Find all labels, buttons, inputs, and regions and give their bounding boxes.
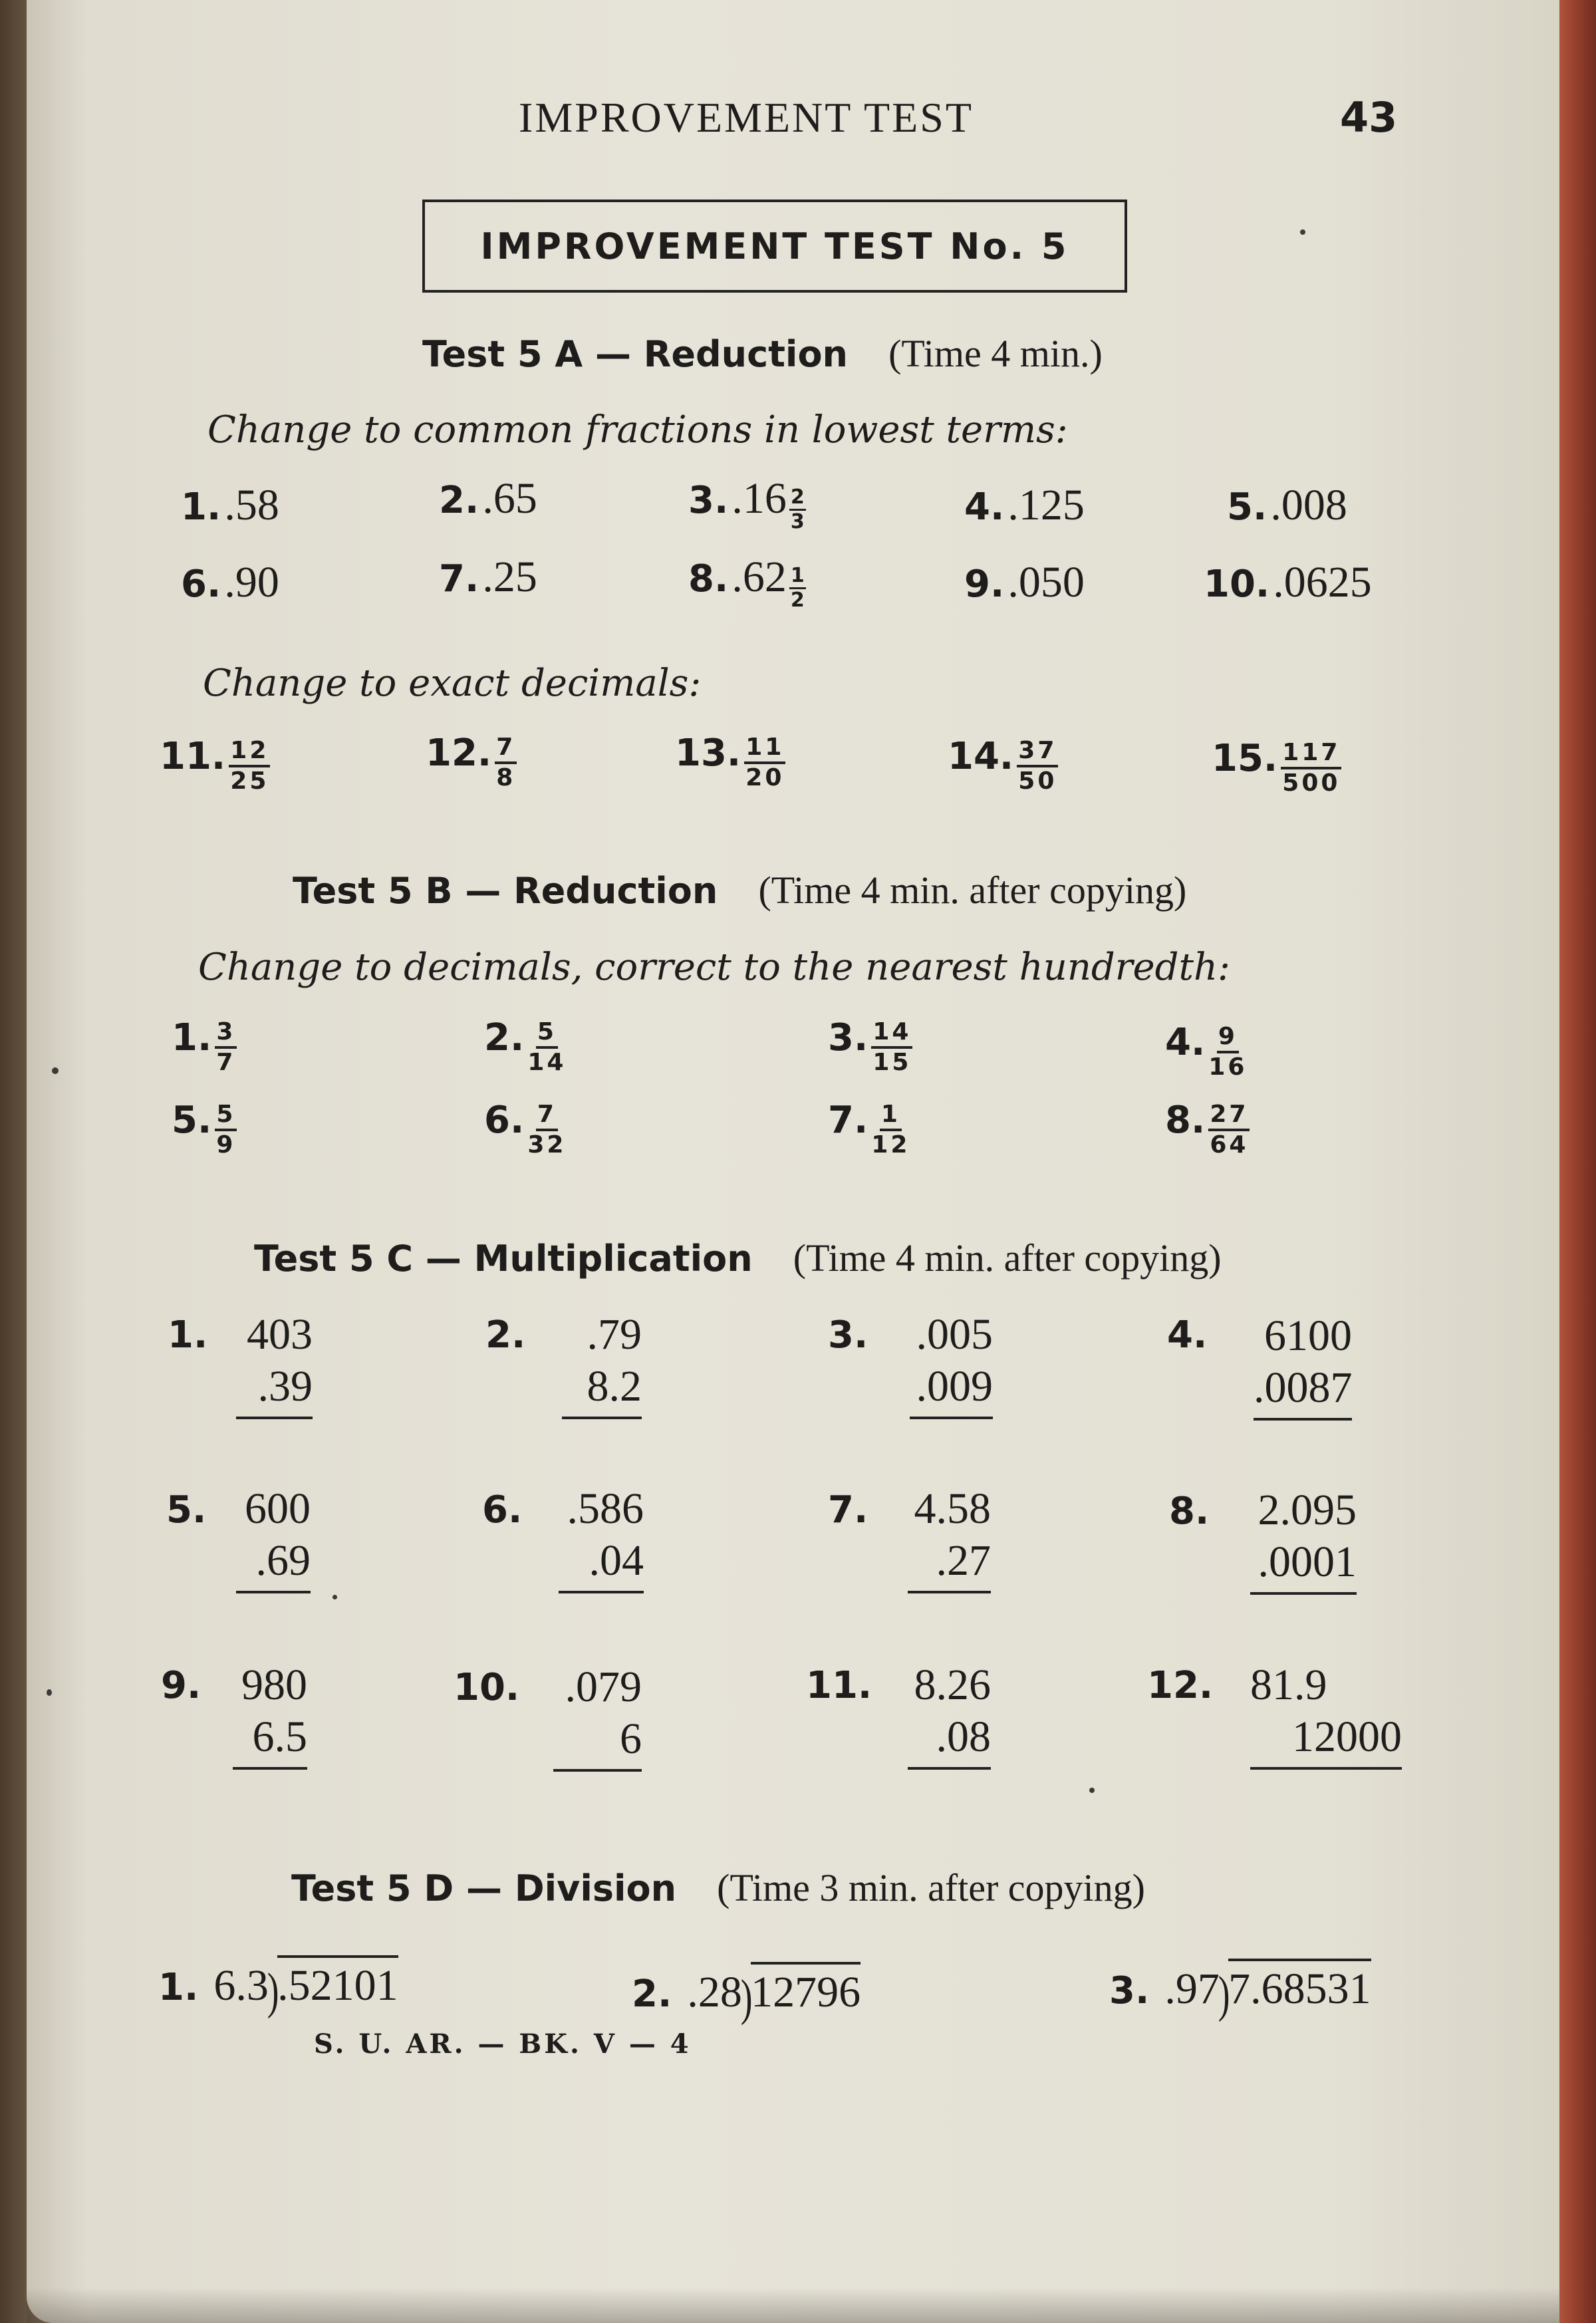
fraction-denominator: 16 [1208,1053,1248,1081]
improvement-test-box [422,200,1127,293]
list-item [1204,557,1372,608]
fraction-denominator: 9 [216,1131,236,1159]
item-value: .125 [1007,481,1085,529]
multiplier: 12000 [1250,1711,1402,1770]
item-number: 3. [1109,1969,1150,2012]
fraction [215,1100,237,1159]
list-item [160,735,270,793]
multiplier: .39 [236,1361,313,1419]
multiplier: .0001 [1250,1536,1357,1595]
multiplier: .0087 [1254,1362,1352,1421]
fraction [1017,736,1058,795]
fraction-numerator: 7 [536,1103,558,1131]
test-5d-heading [291,1865,1145,1910]
multiplier: .27 [908,1535,991,1593]
fraction [527,1100,567,1159]
item-number: 6. [482,1488,523,1532]
fraction-denominator: 12 [871,1131,910,1159]
list-item [948,735,1058,793]
multiplicand: 81.9 [1250,1661,1327,1709]
list-item [964,480,1085,531]
page-number: 43 [1340,93,1398,142]
fraction-numerator: 117 [1281,741,1341,769]
fraction-numerator: 14 [871,1020,912,1049]
multiplier: .009 [910,1361,993,1419]
fraction-numerator: 5 [215,1103,237,1131]
item-number: 12. [1147,1664,1214,1707]
item-number: 11. [806,1664,872,1707]
fraction-denominator: 8 [496,763,516,791]
multiplication-problem [236,1483,311,1593]
fraction-denominator: 64 [1210,1131,1249,1159]
list-item [181,480,279,531]
multiplication-problem [236,1309,313,1419]
divisor: .28 [687,1968,742,2016]
multiplier: 6.5 [233,1711,307,1770]
multiplier: .08 [908,1711,991,1770]
page-shadow [27,2288,1559,2323]
item-number: 5. [1227,485,1267,529]
item-value: .008 [1270,481,1347,529]
test-5c-heading [254,1236,1222,1280]
multiplication-problem [233,1659,307,1770]
list-item [439,552,537,603]
fraction-denominator: 7 [216,1048,236,1076]
fraction [744,733,785,791]
divisor: 6.3 [213,1961,269,2010]
item-number: 15. [1212,737,1278,780]
fraction-numerator: 5 [536,1020,558,1049]
multiplicand: 2.095 [1258,1486,1357,1534]
multiplication-problem [562,1309,642,1419]
item-value: .62 [732,553,787,601]
fraction [495,733,517,791]
fraction [1281,738,1341,797]
item-number: 1. [168,1313,208,1357]
item-number: 6. [181,563,221,606]
test-5d-time: (Time 3 min. after copying) [717,1866,1145,1909]
item-number: 4. [964,485,1005,529]
test-5a-instruction-2: Change to exact decimals: [203,662,702,705]
fraction-denominator: 500 [1282,769,1341,797]
fraction-numerator: 11 [744,736,785,764]
fraction-numerator: 3 [215,1020,237,1049]
list-item [484,1099,566,1157]
box-title: IMPROVEMENT TEST No. 5 [480,225,1069,267]
item-number: 7. [828,1099,868,1142]
multiplication-problem [1254,1310,1352,1421]
dividend: 12796 [751,1962,861,2018]
division-problem [1109,1959,1371,2022]
fraction-numerator: 1 [789,566,806,589]
item-number: 10. [1204,563,1270,606]
division-bracket: ) [267,1963,279,2019]
item-number: 9. [161,1664,201,1707]
list-item [675,732,785,790]
item-number: 8. [688,557,729,601]
fraction-denominator: 32 [527,1131,567,1159]
multiplicand: 403 [247,1310,313,1359]
multiplicand: .005 [916,1310,993,1359]
fraction-denominator: 14 [527,1048,567,1076]
multiplicand: 8.26 [914,1661,991,1709]
item-value: .90 [224,558,279,607]
fraction [215,1020,237,1075]
multiplier: .69 [236,1535,311,1593]
item-number: 5. [172,1099,212,1142]
item-number: 2. [632,1973,672,2016]
item-number: 2. [484,1016,525,1059]
multiplication-problem [910,1309,993,1419]
dividend: .52101 [277,1955,398,2011]
paper-speck [332,1595,337,1599]
list-item [688,474,806,532]
test-5a-time: (Time 4 min.) [888,332,1103,375]
multiplier: 6 [553,1713,642,1772]
item-number: 1. [181,485,221,529]
list-item [828,1099,910,1157]
multiplicand: .79 [587,1310,642,1359]
test-5b-instruction: Change to decimals, correct to the nearest hundredth: [198,946,1230,989]
fraction-numerator: 9 [1217,1025,1239,1053]
multiplicand: 600 [245,1484,311,1533]
multiplication-problem [1250,1484,1357,1595]
item-value: .0625 [1273,558,1372,607]
multiplicand: 4.58 [914,1484,991,1533]
item-value: .25 [482,553,537,601]
paper-speck [47,1689,52,1696]
fraction [527,1020,566,1075]
item-value: .65 [482,474,537,523]
multiplication-problem [559,1483,644,1593]
item-number: 1. [172,1016,212,1059]
fraction-numerator: 7 [495,736,517,764]
multiplicand: 6100 [1264,1311,1352,1360]
mixed-fraction [789,566,806,611]
item-number: 3. [688,479,729,522]
item-number: 13. [675,732,741,775]
item-number: 12. [426,732,492,775]
fraction-denominator: 50 [1018,767,1057,795]
multiplication-problem [908,1659,991,1770]
test-5b-heading [293,868,1186,912]
fraction-denominator: 2 [790,589,805,612]
list-item [1212,737,1341,795]
divisor: .97 [1164,1965,1220,2013]
item-number: 8. [1169,1490,1210,1533]
test-5b-time: (Time 4 min. after copying) [758,869,1187,912]
list-item [439,474,537,524]
item-number: 14. [948,735,1014,778]
item-value: .16 [732,474,787,523]
fraction-numerator: 2 [789,487,806,511]
test-5a-heading [422,331,1103,376]
multiplication-problem [553,1661,642,1772]
list-item [688,552,806,611]
multiplication-problem [908,1483,991,1593]
item-number: 11. [160,735,226,778]
division-bracket: ) [1218,1967,1230,2022]
paper-speck [1300,229,1305,235]
multiplication-problem [1250,1659,1402,1770]
paper-speck [1089,1788,1095,1793]
item-number: 4. [1167,1313,1208,1357]
test-5c-time: (Time 4 min. after copying) [793,1236,1222,1280]
item-number: 7. [828,1488,868,1532]
fraction-denominator: 3 [790,510,805,533]
division-problem [632,1962,861,2026]
fraction-denominator: 25 [230,767,269,795]
list-item [1165,1021,1247,1079]
fraction-numerator: 27 [1208,1103,1250,1131]
item-number: 10. [454,1666,520,1709]
item-number: 7. [439,557,479,601]
list-item [172,1016,237,1075]
item-number: 1. [158,1966,199,2009]
item-value: .58 [224,481,279,529]
book-cover-edge [1556,0,1596,2323]
item-number: 2. [439,479,479,522]
paper-speck [52,1067,59,1074]
test-5d-title: Test 5 D — Division [291,1867,677,1909]
list-item [1227,480,1347,531]
fraction-denominator: 15 [872,1048,912,1076]
division-bracket: ) [740,1970,753,2026]
list-item [181,557,279,608]
item-number: 4. [1165,1021,1206,1064]
fraction-numerator: 12 [229,739,270,767]
list-item [1165,1099,1250,1157]
signature-line: S. U. AR. — BK. V — 4 [314,2028,692,2060]
division-problem [158,1955,398,2019]
running-head: IMPROVEMENT TEST [519,94,974,141]
test-5c-title: Test 5 C — Multiplication [254,1238,753,1280]
multiplier: .04 [559,1535,644,1593]
fraction-numerator: 37 [1017,739,1058,767]
item-number: 6. [484,1099,525,1142]
list-item [426,732,517,790]
list-item [964,557,1085,608]
fraction [1208,1100,1250,1159]
item-number: 5. [166,1488,207,1532]
test-5a-instruction-1: Change to common fractions in lowest terms: [207,408,1068,452]
fraction [229,736,270,795]
fraction-denominator: 20 [745,763,785,791]
fraction [871,1020,912,1075]
item-number: 2. [485,1313,526,1357]
dividend: 7.68531 [1228,1959,1371,2014]
test-5b-title: Test 5 B — Reduction [293,870,718,912]
fraction-numerator: 1 [880,1103,902,1131]
multiplicand: .586 [567,1484,644,1533]
multiplicand: 980 [241,1661,307,1709]
list-item [484,1016,566,1075]
list-item [172,1099,237,1157]
fraction [1208,1022,1248,1081]
item-number: 8. [1165,1099,1206,1142]
fraction [871,1100,910,1159]
test-5a-title: Test 5 A — Reduction [422,333,848,375]
item-value: .050 [1007,558,1085,607]
multiplier: 8.2 [562,1361,642,1419]
list-item [828,1016,912,1075]
item-number: 9. [964,563,1005,606]
item-number: 3. [828,1313,868,1357]
item-number: 3. [828,1016,868,1059]
multiplicand: .079 [565,1663,642,1711]
mixed-fraction [789,487,806,532]
